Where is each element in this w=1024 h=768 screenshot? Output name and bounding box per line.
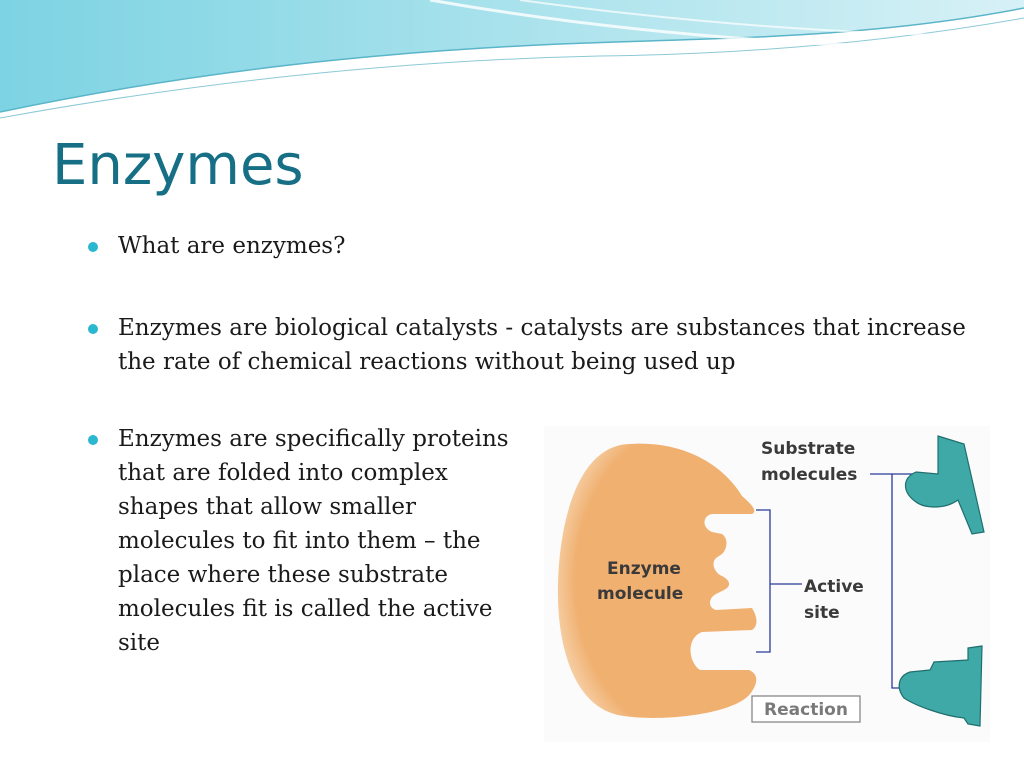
bullet-item bbox=[88, 229, 908, 263]
header-wave-decoration bbox=[0, 0, 1024, 125]
slide-title: Enzymes bbox=[52, 133, 304, 198]
reaction-button[interactable] bbox=[752, 696, 860, 722]
bullet-dot-icon bbox=[88, 324, 98, 334]
substrate-label-line1: Substrate bbox=[761, 439, 856, 459]
reaction-button-label: Reaction bbox=[764, 700, 848, 720]
bullet-text: Enzymes are biological catalysts - catalysts are substances that increase the rate of chemical reactions without being used up bbox=[118, 315, 966, 375]
bullet-item bbox=[88, 311, 968, 379]
active-site-label-line2: site bbox=[804, 603, 840, 623]
enzyme-label-line2: molecule bbox=[597, 584, 684, 604]
enzyme-molecule-shape bbox=[558, 444, 757, 718]
enzyme-label-line1: Enzyme bbox=[607, 559, 681, 579]
substrate-label-line2: molecules bbox=[761, 465, 858, 485]
bullet-text: What are enzymes? bbox=[118, 233, 346, 259]
bullet-dot-icon bbox=[88, 242, 98, 252]
active-site-label-line1: Active bbox=[804, 577, 864, 597]
bullet-text: Enzymes are specifically proteins that are folded into complex shapes that allow smaller molecules to fit into them – the place where these substrate molecules fit is called the active site bbox=[118, 426, 509, 656]
enzyme-diagram bbox=[544, 426, 990, 742]
bullet-dot-icon bbox=[88, 435, 98, 445]
bullet-item bbox=[88, 422, 528, 660]
